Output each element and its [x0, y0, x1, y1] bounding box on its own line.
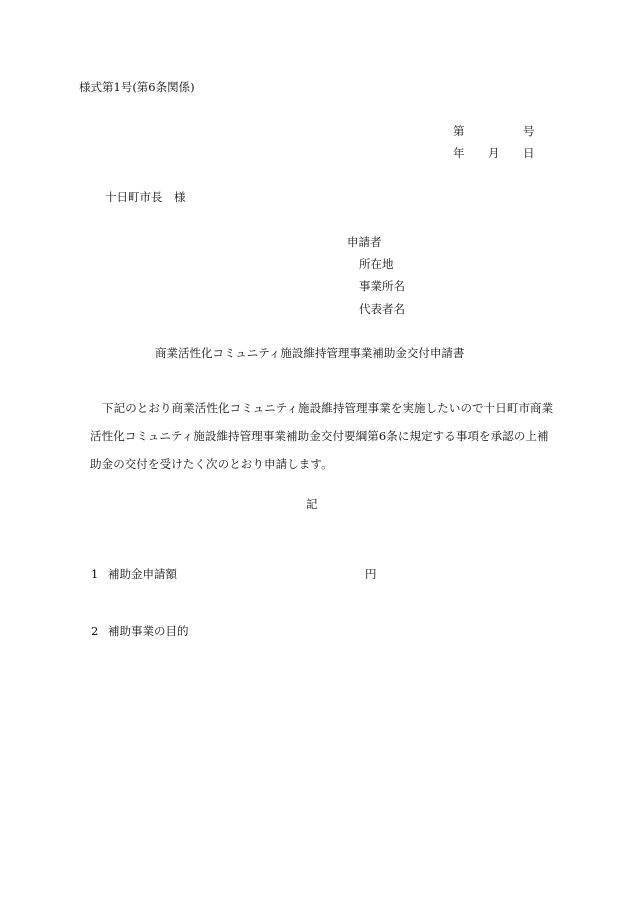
item-grant-amount — [91, 569, 177, 581]
applicant-heading: 申請者 — [347, 235, 382, 249]
applicant-business-name-label: 事業所名 — [359, 279, 405, 293]
item-number: 2 — [91, 624, 99, 638]
document-title: 商業活性化コミュニティ施設維持管理事業補助金交付申請書 — [155, 346, 465, 360]
applicant-representative-label: 代表者名 — [359, 302, 405, 316]
date-year: 年 — [453, 146, 465, 160]
document-number-suffix: 号 — [523, 124, 535, 138]
item-label: 補助事業の目的 — [108, 624, 189, 638]
form-label: 様式第1号(第6条関係) — [79, 80, 195, 94]
addressee: 十日町市長 様 — [105, 190, 186, 204]
applicant-address-label: 所在地 — [359, 257, 394, 271]
item-label: 補助金申請額 — [108, 567, 177, 581]
item-number: 1 — [91, 567, 99, 581]
body-paragraph: 下記のとおり商業活性化コミュニティ施設維持管理事業を実施したいので十日町市商業活性化コミュニティ施設維持管理事業補助金交付要綱第6条に規定する事項を承認の上補助金の交付を受けたく次のとおり申請します。 — [90, 401, 554, 471]
item-project-purpose — [91, 626, 189, 638]
ki-marker: 記 — [306, 497, 318, 511]
document-number-prefix: 第 — [453, 124, 465, 138]
date-day: 日 — [523, 146, 535, 160]
date-month: 月 — [488, 146, 500, 160]
yen-unit: 円 — [365, 567, 377, 581]
